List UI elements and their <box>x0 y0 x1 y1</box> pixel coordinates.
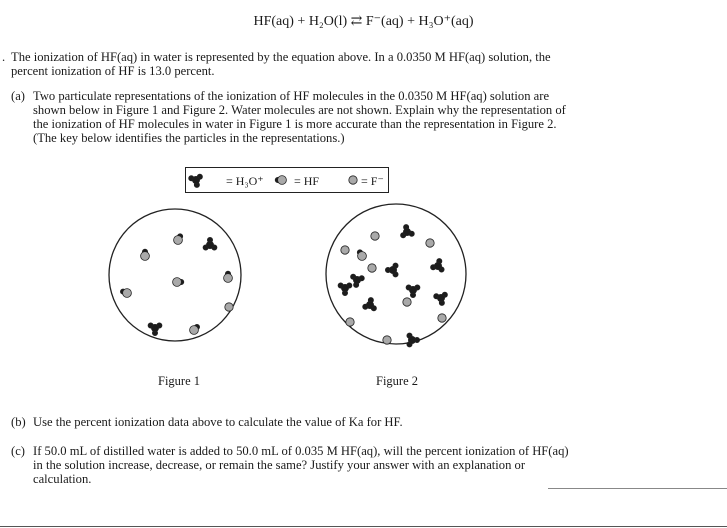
figure-1-label: Figure 1 <box>158 374 201 388</box>
part-c-line-2: in the solution increase, decrease, or remain the same? Justify your answer with an explanation or <box>33 458 526 472</box>
key-hf-label: = HF <box>294 174 320 188</box>
key-f-label: = F⁻ <box>361 174 384 188</box>
f-ion <box>383 336 391 344</box>
part-a-line-4: (The key below identifies the particles in the representations.) <box>33 131 345 145</box>
hf-molecule <box>275 176 286 185</box>
hf-molecule <box>120 289 131 298</box>
h3o-ion <box>431 259 445 273</box>
hf-molecule <box>173 278 184 287</box>
h3o-ion <box>203 237 217 250</box>
f-ion <box>349 176 357 184</box>
hf-molecule <box>224 271 233 282</box>
h3o-ion <box>338 283 352 296</box>
figure-2-label: Figure 2 <box>376 374 419 388</box>
hf-molecule <box>190 324 200 334</box>
f-ion <box>403 298 411 306</box>
hf-molecule <box>141 249 150 260</box>
f-ion <box>426 239 434 247</box>
part-a-label: (a) <box>11 89 25 103</box>
figure-1-circle <box>109 209 241 341</box>
intro-line-2: percent ionization of HF is 13.0 percent. <box>11 64 215 78</box>
f-ion <box>371 232 379 240</box>
part-c-line-1: If 50.0 mL of distilled water is added to 50.0 mL of 0.035 M HF(aq), will the percent ionization of HF(aq) <box>33 444 569 458</box>
h3o-ion <box>189 174 203 187</box>
f-ion <box>438 314 446 322</box>
f-ion <box>368 264 376 272</box>
h3o-ion <box>434 292 448 305</box>
page-bottom-border <box>0 526 727 527</box>
h3o-ion <box>401 224 415 237</box>
intro-line-1: The ionization of HF(aq) in water is represented by the equation above. In a 0.0350 M HF(aq) solution, the <box>11 50 551 64</box>
h3o-ion <box>407 333 420 347</box>
part-b-label: (b) <box>11 415 26 429</box>
f-ion <box>346 318 354 326</box>
hf-molecule <box>174 234 183 245</box>
f-ion <box>225 303 233 311</box>
part-c-line-3: calculation. <box>33 472 92 486</box>
part-a-line-2: shown below in Figure 1 and Figure 2. Water molecules are not shown. Explain why the representation of <box>33 103 566 117</box>
h3o-ion <box>148 323 162 336</box>
key-h3o-label: = H₃O⁺ <box>226 174 264 188</box>
part-a-line-1: Two particulate representations of the ionization of HF molecules in the 0.0350 M HF(aq) solution are <box>33 89 550 103</box>
part-a-line-3: the ionization of HF molecules in water in Figure 1 is more accurate than the representation in Figure 2. <box>33 117 557 131</box>
equation: HF(aq) + H₂O(l) ⇄ F⁻(aq) + H₃O⁺(aq) <box>253 14 474 29</box>
hf-molecule <box>357 250 366 261</box>
part-b-text: Use the percent ionization data above to calculate the value of Ka for HF. <box>33 415 403 429</box>
h3o-ion <box>406 285 420 298</box>
part-c-label: (c) <box>11 444 25 458</box>
f-ion <box>341 246 349 254</box>
question-bullet: . <box>2 50 6 64</box>
h3o-ion <box>385 263 398 277</box>
divider <box>548 488 727 489</box>
h3o-ion <box>351 274 365 287</box>
h3o-ion <box>363 297 377 310</box>
